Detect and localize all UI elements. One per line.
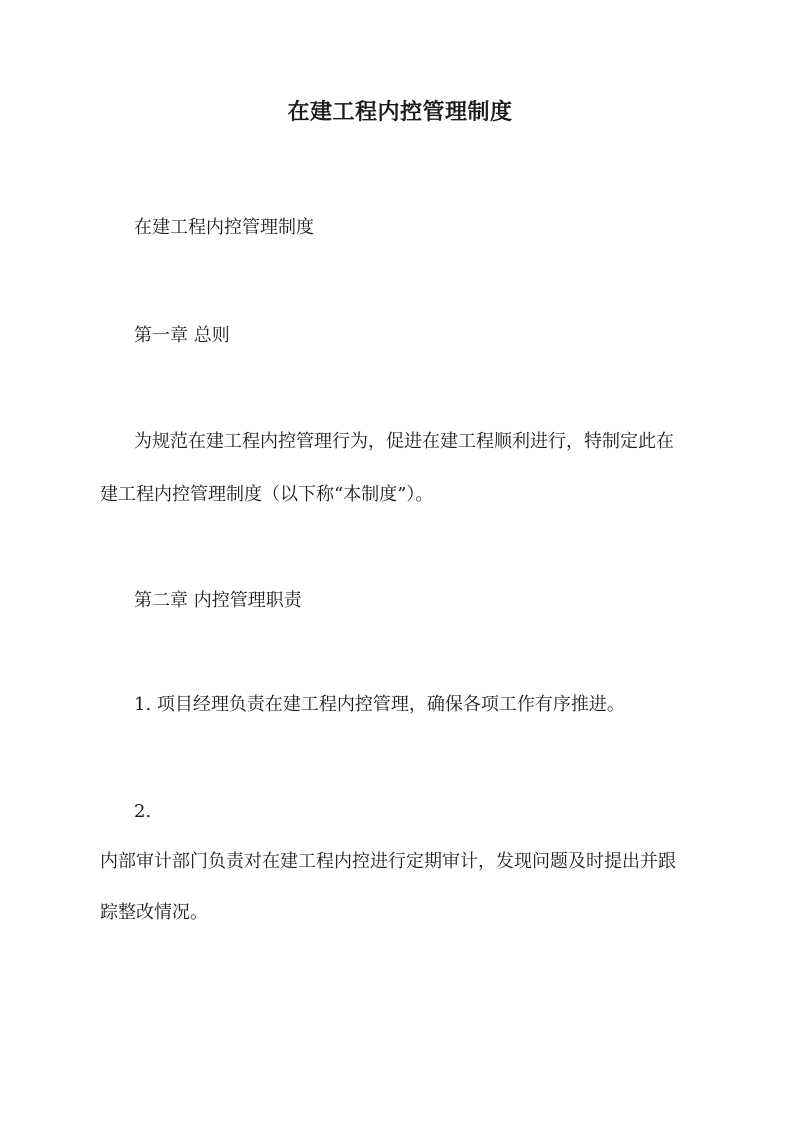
chapter-1-paragraph-line-1: 为规范在建工程内控管理行为，促进在建工程顺利进行，特制定此在 — [134, 431, 674, 452]
chapter-2-item-1: 1. 项目经理负责在建工程内控管理，确保各项工作有序推进。 — [134, 694, 625, 715]
chapter-2-heading: 第二章 内控管理职责 — [134, 590, 302, 611]
document-title: 在建工程内控管理制度 — [287, 99, 513, 125]
document-subtitle: 在建工程内控管理制度 — [134, 217, 314, 238]
chapter-1-heading: 第一章 总则 — [134, 325, 230, 346]
chapter-2-item-2-line-1: 内部审计部门负责对在建工程内控进行定期审计，发现问题及时提出并跟 — [100, 851, 676, 872]
chapter-2-item-2-line-2: 踪整改情况。 — [100, 902, 208, 923]
chapter-2-item-2-number: 2. — [134, 801, 152, 822]
chapter-1-paragraph-line-2: 建工程内控管理制度（以下称“本制度”）。 — [100, 484, 434, 505]
